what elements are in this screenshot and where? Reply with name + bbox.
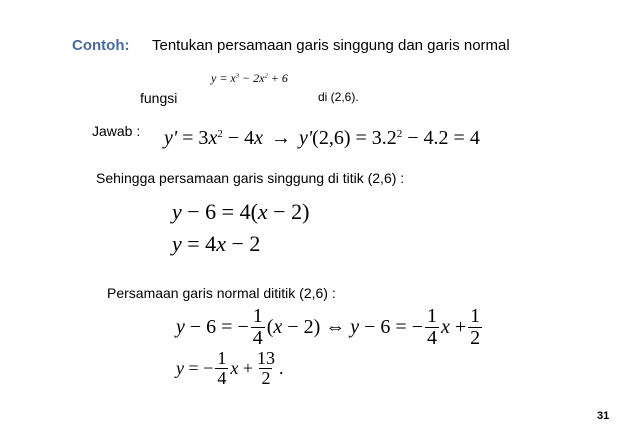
tangent-equation-point-slope: y − 6 = 4(x − 2) bbox=[172, 199, 310, 224]
fraction-thirteen-halves: $\frac{13}{2}$ bbox=[256, 347, 275, 388]
fraction-one-half: $\frac{1}{2}$ bbox=[470, 304, 481, 349]
normal-equation-slope-intercept: y = − $\frac{1}{4}$ x + $\frac{13}{2}$ . bbox=[176, 347, 284, 388]
tangent-equation-slope-intercept: y = 4x − 2 bbox=[172, 231, 261, 256]
normal-intro: Persamaan garis normal dititik (2,6) : bbox=[107, 285, 336, 301]
fraction-one-quarter: $\frac{1}{4}$ bbox=[426, 304, 437, 349]
fraction-one-quarter: $\frac{1}{4}$ bbox=[252, 304, 263, 349]
derivative-equation: $y' = 3x^2 - 4x \to y'(2,6) = 3.2^2 - 4.2 = 4$ bbox=[164, 127, 480, 149]
answer-label: Jawab : bbox=[92, 123, 141, 139]
point-text: di (2,6). bbox=[318, 90, 359, 104]
fraction-one-quarter: $\frac{1}{4}$ bbox=[217, 347, 227, 388]
problem-statement: Tentukan persamaan garis singgung dan garis normal bbox=[152, 37, 510, 54]
function-label: fungsi bbox=[140, 90, 178, 106]
page-number: 31 bbox=[597, 410, 610, 422]
tangent-intro: Sehingga persamaan garis singgung di titik (2,6) : bbox=[96, 170, 405, 186]
normal-equation-point-slope: y − 6 = − $\frac{1}{4}$ ( x − 2) ⇔ y − 6 = − $\frac{1}{4}$ x + $\frac{1}{2}$ bbox=[176, 304, 481, 349]
function-equation: $y = x^3 - 2x^2 + 6$ bbox=[211, 71, 288, 85]
example-label: Contoh: bbox=[72, 37, 130, 54]
